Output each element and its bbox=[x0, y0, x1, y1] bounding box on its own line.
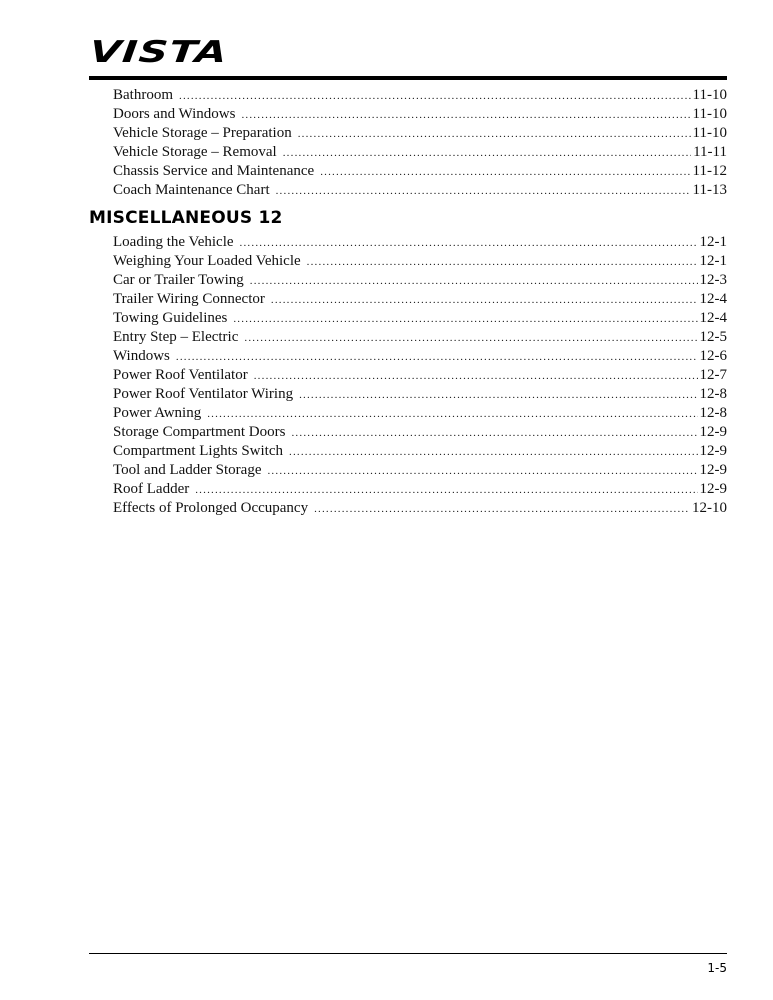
toc-entry-page: 12-10 bbox=[692, 500, 727, 516]
toc-entry-page: 12-8 bbox=[699, 405, 727, 421]
toc-entry-title: Power Roof Ventilator Wiring bbox=[113, 386, 294, 402]
dot-leader bbox=[254, 367, 698, 386]
toc-entry[interactable] bbox=[113, 143, 727, 162]
toc-entry-page: 12-9 bbox=[699, 424, 727, 440]
toc-entry-title: Power Roof Ventilator bbox=[113, 367, 248, 383]
toc-entry[interactable] bbox=[113, 461, 727, 480]
toc-entry-title: Power Awning bbox=[113, 405, 202, 421]
toc-entry[interactable] bbox=[113, 404, 727, 423]
section-heading: MISCELLANEOUS 12 bbox=[89, 208, 283, 228]
toc-entry[interactable] bbox=[113, 162, 727, 181]
toc-entry[interactable] bbox=[113, 423, 727, 442]
toc-entry-title: Entry Step – Electric bbox=[113, 329, 239, 345]
toc-entry-title: Vehicle Storage – Removal bbox=[113, 144, 277, 160]
toc-entry-page: 12-7 bbox=[699, 367, 727, 383]
toc-entry-page: 11-10 bbox=[692, 87, 727, 103]
toc-entry[interactable] bbox=[113, 385, 727, 404]
toc-entry[interactable] bbox=[113, 233, 727, 252]
dot-leader bbox=[276, 182, 691, 201]
toc-entry-title: Doors and Windows bbox=[113, 106, 236, 122]
toc-entry-title: Trailer Wiring Connector bbox=[113, 291, 265, 307]
toc-entry-page: 11-10 bbox=[692, 106, 727, 122]
dot-leader bbox=[244, 329, 697, 348]
toc-entry-title: Windows bbox=[113, 348, 170, 364]
dot-leader bbox=[291, 424, 697, 443]
toc-entry[interactable] bbox=[113, 499, 727, 518]
dot-leader bbox=[299, 386, 697, 405]
page-number: 1-5 bbox=[707, 961, 727, 975]
toc-entry[interactable] bbox=[113, 105, 727, 124]
dot-leader bbox=[179, 87, 691, 106]
toc-entry-page: 12-4 bbox=[699, 310, 727, 326]
dot-leader bbox=[240, 234, 698, 253]
header-rule bbox=[89, 76, 727, 80]
toc-entry-page: 12-9 bbox=[699, 481, 727, 497]
dot-leader bbox=[267, 462, 697, 481]
toc-entry-page: 12-4 bbox=[699, 291, 727, 307]
dot-leader bbox=[283, 144, 691, 163]
toc-entry-title: Storage Compartment Doors bbox=[113, 424, 286, 440]
toc-entry[interactable] bbox=[113, 86, 727, 105]
dot-leader bbox=[289, 443, 698, 462]
toc-entry-page: 12-1 bbox=[699, 253, 727, 269]
dot-leader bbox=[307, 253, 698, 272]
dot-leader bbox=[320, 163, 690, 182]
toc-entry[interactable] bbox=[113, 347, 727, 366]
toc-entry-page: 12-9 bbox=[699, 462, 727, 478]
dot-leader bbox=[271, 291, 698, 310]
toc-entry-title: Effects of Prolonged Occupancy bbox=[113, 500, 309, 516]
toc-entry[interactable] bbox=[113, 309, 727, 328]
toc-entry[interactable] bbox=[113, 290, 727, 309]
toc-entry-page: 11-11 bbox=[693, 144, 727, 160]
dot-leader bbox=[195, 481, 697, 500]
toc-entry-title: Roof Ladder bbox=[113, 481, 190, 497]
toc-entry-page: 12-5 bbox=[699, 329, 727, 345]
dot-leader bbox=[241, 106, 690, 125]
toc-entry-title: Coach Maintenance Chart bbox=[113, 182, 270, 198]
dot-leader bbox=[233, 310, 697, 329]
toc-entry-title: Weighing Your Loaded Vehicle bbox=[113, 253, 301, 269]
section-entries bbox=[89, 233, 727, 518]
toc-entry-title: Car or Trailer Towing bbox=[113, 272, 244, 288]
toc-entry[interactable] bbox=[113, 271, 727, 290]
toc-entry-title: Vehicle Storage – Preparation bbox=[113, 125, 292, 141]
vista-logo: VISTA bbox=[87, 35, 230, 70]
toc-entry-page: 12-9 bbox=[699, 443, 727, 459]
toc-entry-page: 11-10 bbox=[692, 125, 727, 141]
table-of-contents bbox=[89, 86, 727, 518]
toc-entry[interactable] bbox=[113, 181, 727, 200]
toc-entry-page: 12-3 bbox=[699, 272, 727, 288]
toc-entry-title: Tool and Ladder Storage bbox=[113, 462, 262, 478]
toc-entry[interactable] bbox=[113, 328, 727, 347]
toc-entry-title: Chassis Service and Maintenance bbox=[113, 163, 315, 179]
toc-entry-title: Loading the Vehicle bbox=[113, 234, 234, 250]
dot-leader bbox=[207, 405, 697, 424]
dot-leader bbox=[176, 348, 698, 367]
toc-entry-page: 12-8 bbox=[699, 386, 727, 402]
toc-entry[interactable] bbox=[113, 252, 727, 271]
toc-entry-page: 11-13 bbox=[692, 182, 727, 198]
dot-leader bbox=[314, 500, 690, 519]
continued-entries bbox=[89, 86, 727, 200]
footer-rule bbox=[89, 953, 727, 954]
dot-leader bbox=[250, 272, 698, 291]
toc-entry[interactable] bbox=[113, 366, 727, 385]
dot-leader bbox=[298, 125, 691, 144]
toc-entry-title: Towing Guidelines bbox=[113, 310, 228, 326]
toc-entry-title: Compartment Lights Switch bbox=[113, 443, 283, 459]
toc-entry[interactable] bbox=[113, 480, 727, 499]
toc-entry[interactable] bbox=[113, 124, 727, 143]
toc-entry-page: 11-12 bbox=[692, 163, 727, 179]
toc-entry-page: 12-6 bbox=[699, 348, 727, 364]
toc-entry-page: 12-1 bbox=[699, 234, 727, 250]
toc-entry-title: Bathroom bbox=[113, 87, 173, 103]
toc-entry[interactable] bbox=[113, 442, 727, 461]
